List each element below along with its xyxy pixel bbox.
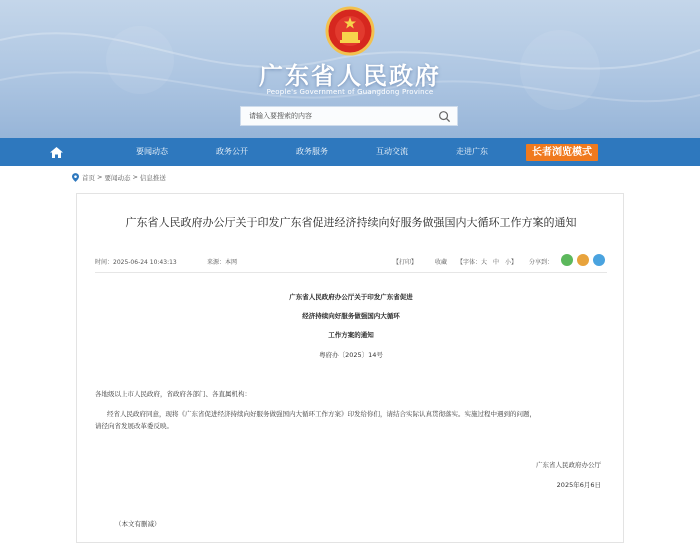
nav-home[interactable] [0,138,112,166]
site-title: 广东省人民政府 [259,62,441,90]
print-button[interactable]: 【打印】 [393,259,418,266]
elder-mode-button[interactable]: 长者浏览模式 [526,144,598,161]
abridged-note: （本文有删减） [115,520,161,528]
salutation: 各地级以上市人民政府，省政府各部门、各直属机构： [95,390,251,398]
wechat-share-icon[interactable] [561,254,573,266]
nav-item-gov-services[interactable]: 政务服务 [296,147,328,156]
breadcrumb-home[interactable]: 首页 [82,173,95,182]
breadcrumb-info-push[interactable]: 信息推送 [139,173,166,182]
main-navbar [0,138,700,166]
breadcrumb-separator: > [97,173,103,181]
nav-item-gov-affairs-public[interactable]: 政务公开 [216,147,248,156]
search-input[interactable] [241,107,431,125]
search-icon[interactable] [438,110,451,123]
breadcrumb [0,166,700,188]
search-box [240,106,458,126]
home-icon [50,147,63,158]
publish-time: 时间：2025-06-24 10:43:13 [95,259,177,266]
breadcrumb-separator: > [132,173,138,181]
site-subtitle: People's Government of Guangdong Province [266,88,434,96]
signature-date: 2025年6月6日 [556,481,601,489]
body-paragraph-line-2: 请径向省发展改革委反映。 [95,422,173,430]
font-size-selector[interactable]: 【字体：大 中 小】 [457,259,518,266]
doc-number: 粤府办〔2025〕14号 [319,351,383,359]
location-pin-icon [72,173,79,182]
qzone-share-icon[interactable] [593,254,605,266]
site-header-banner [0,0,700,138]
weibo-share-icon[interactable] [577,254,589,266]
favorite-button[interactable]: 收藏 [435,259,448,266]
signature-organization: 广东省人民政府办公厅 [536,461,601,469]
doc-heading-line-2: 经济持续向好服务做强国内大循环 [302,312,400,320]
article-title: 广东省人民政府办公厅关于印发广东省促进经济持续向好服务做强国内大循环工作方案的通知 [125,216,577,229]
national-emblem-icon [325,6,375,56]
doc-heading-line-3: 工作方案的通知 [328,331,374,339]
breadcrumb-news[interactable]: 要闻动态 [104,173,131,182]
nav-item-about-guangdong[interactable]: 走进广东 [456,147,488,156]
article-meta [95,254,607,268]
meta-divider [95,272,607,273]
doc-heading-line-1: 广东省人民政府办公厅关于印发广东省促进 [289,293,413,301]
share-label: 分享到： [529,259,554,266]
article-container [76,193,624,543]
nav-item-interaction[interactable]: 互动交流 [376,147,408,156]
nav-item-news[interactable]: 要闻动态 [136,147,168,156]
body-paragraph-line-1: 经省人民政府同意，现将《广东省促进经济持续向好服务做强国内大循环工作方案》印发给你们，请结合实际认真贯彻落实。实施过程中遇到的问题， [107,410,536,418]
article-source: 来源：本网 [207,259,238,266]
